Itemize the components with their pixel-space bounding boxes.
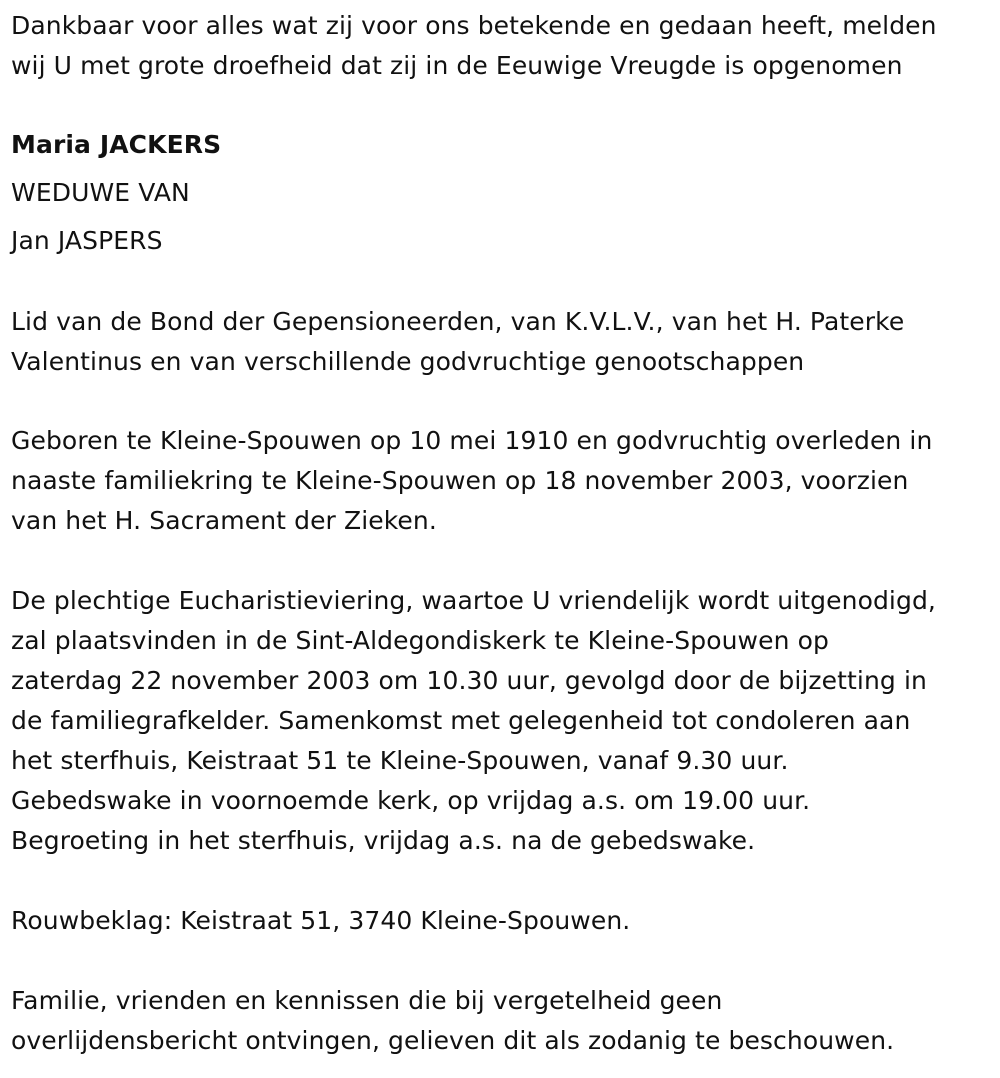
membership-paragraph	[11, 302, 996, 382]
membership-line: Valentinus en van verschillende godvruchtige genootschappen	[11, 347, 805, 376]
closing-line: Familie, vrienden en kennissen die bij vergetelheid geen	[11, 986, 723, 1015]
intro-line: Dankbaar voor alles wat zij voor ons betekende en gedaan heeft, melden	[11, 11, 937, 40]
deceased-spouse: Jan JASPERS	[11, 226, 163, 255]
intro-paragraph	[11, 6, 996, 86]
closing-line: overlijdensbericht ontvingen, gelieven dit als zodanig te beschouwen.	[11, 1026, 895, 1055]
birth-death-line: naaste familiekring te Kleine-Spouwen op 18 november 2003, voorzien	[11, 466, 909, 495]
ceremony-line: zal plaatsvinden in de Sint-Aldegondiskerk te Kleine-Spouwen op	[11, 626, 829, 655]
deceased-block	[11, 125, 996, 261]
condolence-address: Rouwbeklag: Keistraat 51, 3740 Kleine-Spouwen.	[11, 906, 631, 935]
intro-line: wij U met grote droefheid dat zij in de Eeuwige Vreugde is opgenomen	[11, 51, 903, 80]
ceremony-line: Begroeting in het sterfhuis, vrijdag a.s. na de gebedswake.	[11, 826, 756, 855]
ceremony-line: het sterfhuis, Keistraat 51 te Kleine-Spouwen, vanaf 9.30 uur.	[11, 746, 789, 775]
birth-death-paragraph	[11, 421, 996, 541]
ceremony-line: De plechtige Eucharistieviering, waartoe U vriendelijk wordt uitgenodigd,	[11, 586, 936, 615]
ceremony-line: Gebedswake in voornoemde kerk, op vrijdag a.s. om 19.00 uur.	[11, 786, 811, 815]
membership-line: Lid van de Bond der Gepensioneerden, van K.V.L.V., van het H. Paterke	[11, 307, 905, 336]
closing-paragraph	[11, 981, 996, 1061]
ceremony-line: de familiegrafkelder. Samenkomst met gelegenheid tot condoleren aan	[11, 706, 911, 735]
ceremony-paragraph	[11, 581, 996, 861]
condolence-paragraph	[11, 901, 996, 941]
deceased-name: Maria JACKERS	[11, 130, 222, 159]
birth-death-line: van het H. Sacrament der Zieken.	[11, 506, 437, 535]
deceased-relation: WEDUWE VAN	[11, 178, 190, 207]
ceremony-line: zaterdag 22 november 2003 om 10.30 uur, gevolgd door de bijzetting in	[11, 666, 927, 695]
birth-death-line: Geboren te Kleine-Spouwen op 10 mei 1910 en godvruchtig overleden in	[11, 426, 933, 455]
